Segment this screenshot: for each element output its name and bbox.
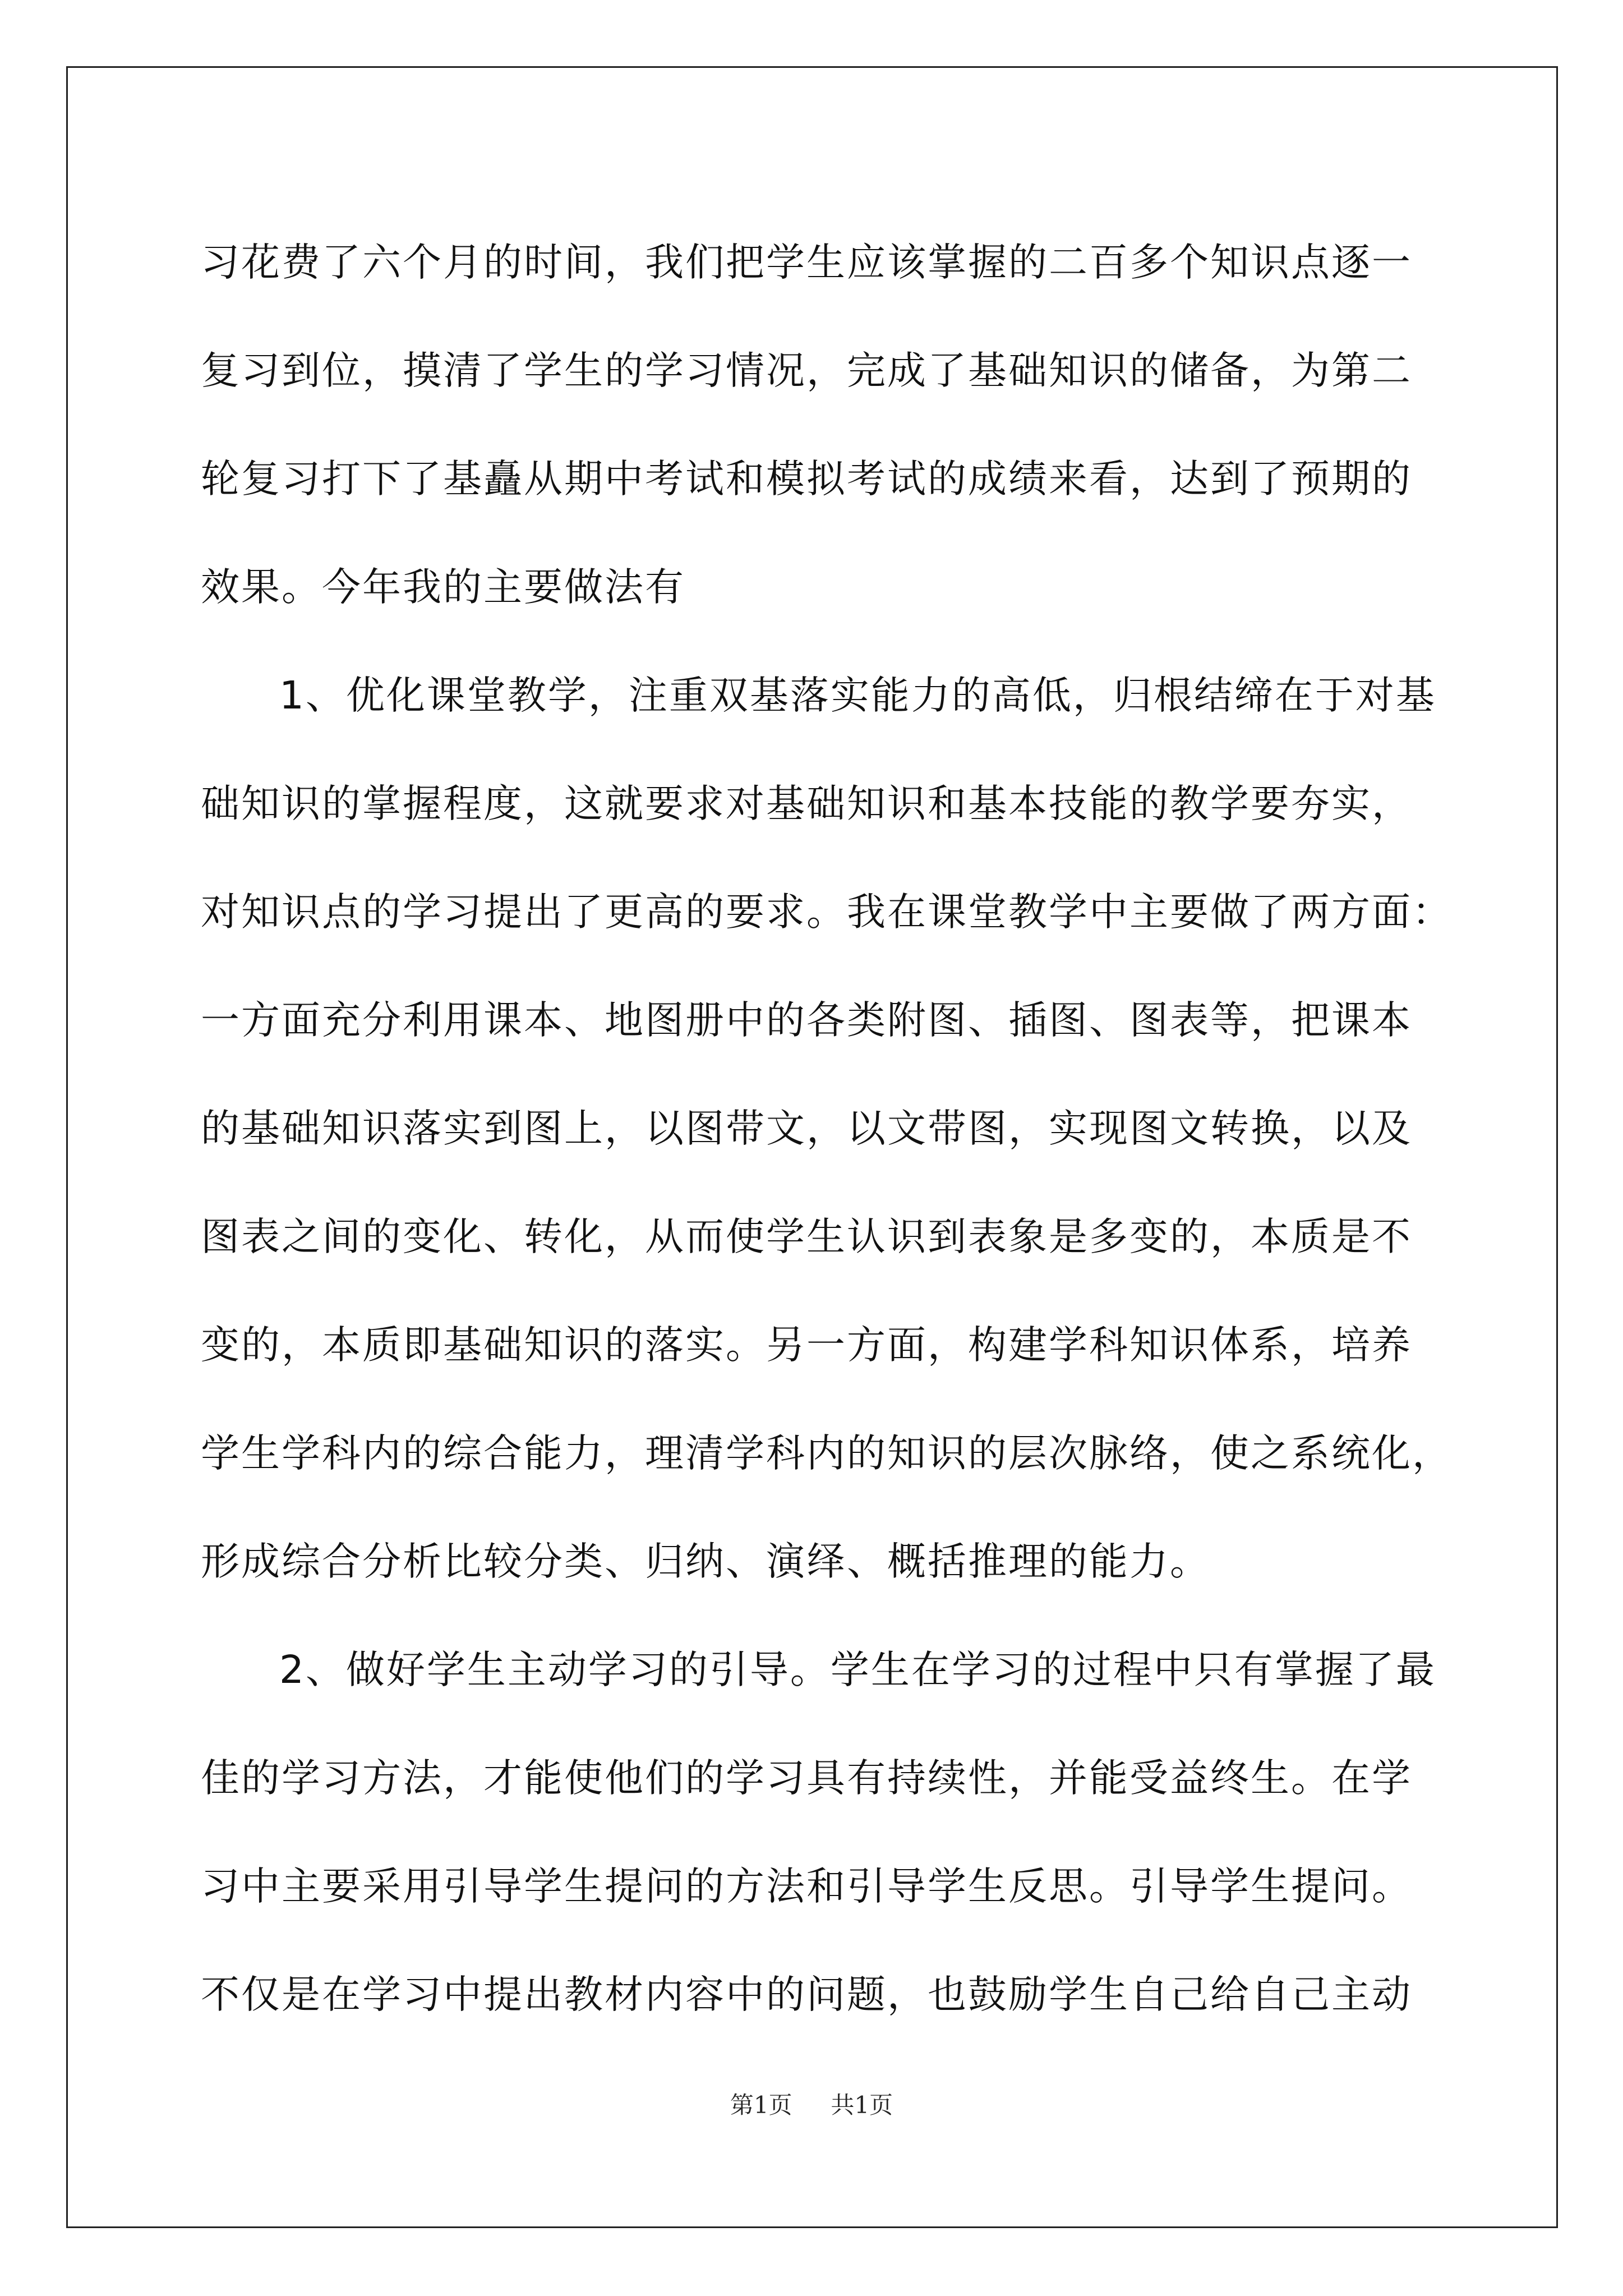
page-footer <box>0 2087 1623 2120</box>
text-line: 轮复习打下了基矗从期中考试和模拟考试的成绩来看，达到了预期的 <box>201 457 1412 501</box>
text-line: 础知识的掌握程度，这就要求对基础知识和基本技能的教学要夯实， <box>201 781 1412 826</box>
text-line: 的基础知识落实到图上，以图带文，以文带图，实现图文转换，以及 <box>201 1106 1412 1151</box>
text-line: 习中主要采用引导学生提问的方法和引导学生反思。引导学生提问。 <box>201 1864 1412 1909</box>
text-line: 复习到位，摸清了学生的学习情况，完成了基础知识的储备，为第二 <box>201 348 1412 393</box>
text-line: 佳的学习方法，才能使他们的学习具有持续性，并能受益终生。在学 <box>201 1756 1412 1801</box>
text-line: 图表之间的变化、转化，从而使学生认识到表象是多变的，本质是不 <box>201 1214 1412 1259</box>
text-line: 习花费了六个月的时间，我们把学生应该掌握的二百多个知识点逐一 <box>201 240 1412 285</box>
text-line: 学生学科内的综合能力，理清学科内的知识的层次脉络，使之系统化， <box>201 1431 1453 1476</box>
page-number-current: 第1页 <box>730 2091 792 2119</box>
text-line: 形成综合分析比较分类、归纳、演绎、概括推理的能力。 <box>201 1539 1210 1584</box>
text-line: 一方面充分利用课本、地图册中的各类附图、插图、图表等，把课本 <box>201 998 1412 1043</box>
text-line: 2、做好学生主动学习的引导。学生在学习的过程中只有掌握了最 <box>279 1648 1436 1692</box>
page-number-total: 共1页 <box>831 2091 893 2119</box>
text-line: 效果。今年我的主要做法有 <box>201 565 685 610</box>
text-line: 1、优化课堂教学，注重双基落实能力的高低，归根结缔在于对基 <box>279 673 1436 718</box>
text-line: 对知识点的学习提出了更高的要求。我在课堂教学中主要做了两方面： <box>201 890 1453 935</box>
document-body <box>201 209 1453 2049</box>
text-line: 变的，本质即基础知识的落实。另一方面，构建学科知识体系，培养 <box>201 1323 1412 1368</box>
text-line: 不仅是在学习中提出教材内容中的问题，也鼓励学生自己给自己主动 <box>201 1972 1412 2017</box>
